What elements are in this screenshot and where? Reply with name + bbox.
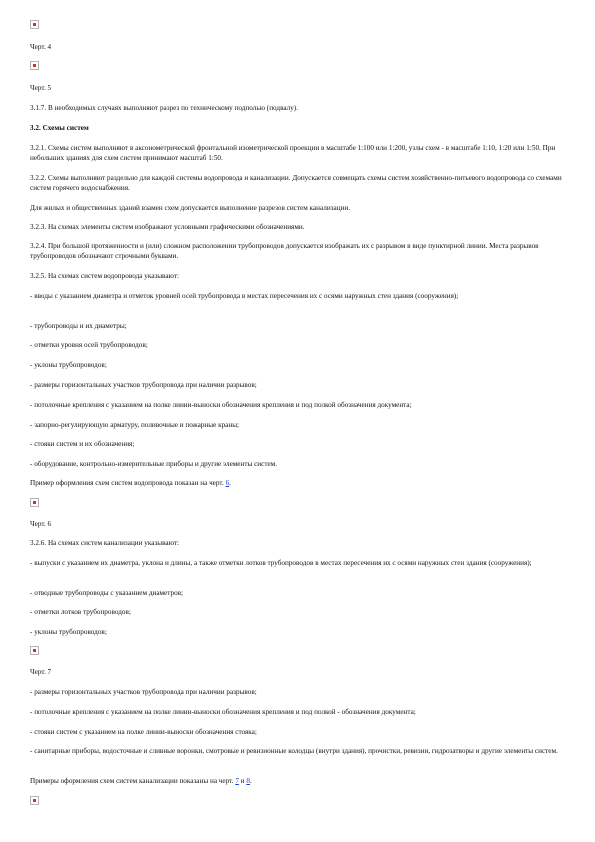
example-end: . — [249, 777, 252, 785]
example-text: Пример оформления схем систем водопровода показан на черт. — [30, 479, 226, 487]
figure-caption: Черт. 5 — [30, 84, 52, 92]
broken-image-icon — [30, 646, 39, 655]
list-item: - отметки уровня осей трубопроводов; — [30, 341, 148, 349]
chert-8-link[interactable]: 8 — [246, 777, 250, 785]
example-paragraph — [30, 776, 565, 786]
list-item: - отметки лотков трубопроводов; — [30, 608, 131, 616]
broken-image-icon — [30, 20, 39, 29]
broken-image-icon — [30, 796, 39, 805]
list-item: - стояки систем с указанием на полке линии-выноски обозначения стояка; — [30, 728, 257, 736]
paragraph: 3.2.2. Схемы выполняют раздельно для каждой системы водопровода и канализации. Допускается совмещать схемы систем хозяйственно-питьевого водопровода со схемами систем горячего водоснабжения. — [30, 174, 562, 192]
paragraph: 3.2.3. На схемах элементы систем изображают условными графическими обозначениями. — [30, 223, 305, 231]
list-item: - уклоны трубопроводов; — [30, 361, 107, 369]
figure-caption: Черт. 4 — [30, 43, 52, 51]
list-item: - выпуски с указанием их диаметра, уклона и длины, а также отметки лотков трубопроводов в местах пересечения их с осями наружных стен здания (сооружения); — [30, 559, 532, 567]
list-item: - потолочные крепления с указанием на полке линии-выноски обозначения крепления и под полкой - обозначения документа; — [30, 708, 416, 716]
list-item: - отводные трубопроводы с указанием диаметров; — [30, 589, 184, 597]
list-item: - уклоны трубопроводов; — [30, 628, 107, 636]
list-item: - оборудование, контрольно-измерительные приборы и другие элементы систем. — [30, 460, 278, 468]
paragraph: 3.2.6. На схемах систем канализации указывают: — [30, 539, 180, 547]
list-item: - размеры горизонтальных участков трубопровода при наличии разрывов; — [30, 688, 257, 696]
paragraph: 3.2.1. Схемы систем выполняют в аксонометрической фронтальной изометрической проекции в масштабе 1:100 или 1:200, узлы схем - в масштабе 1:10, 1:20 или 1:50. При небольших зданиях для схем систем принимают масштаб 1:50. — [30, 144, 556, 162]
example-end: . — [229, 479, 231, 487]
chert-7-link[interactable]: 7 — [235, 777, 239, 785]
list-item: - размеры горизонтальных участков трубопровода при наличии разрывов; — [30, 381, 257, 389]
list-item: - запорно-регулирующую арматуру, поливочные и пожарные краны; — [30, 421, 240, 429]
list-item: - вводы с указанием диаметра и отметок уровней осей трубопровода в местах пересечения их с осями наружных стен здания (сооружения); — [30, 292, 459, 300]
paragraph: Для жилых и общественных зданий взамен схем допускается выполнение разрезов систем канализации. — [30, 204, 351, 212]
list-item: - санитарные приборы, водосточные и сливные воронки, смотровые и ревизионные колодцы (внутри здания), прочистки, ревизии, гидрозатворы и другие элементы систем. — [30, 747, 558, 755]
example-paragraph — [30, 478, 565, 488]
figure-caption: Черт. 7 — [30, 668, 52, 676]
section-heading: 3.2. Схемы систем — [30, 124, 89, 132]
paragraph: 3.1.7. В необходимых случаях выполняют разрез по техническому подполью (подвалу). — [30, 104, 299, 112]
broken-image-icon — [30, 61, 39, 70]
list-item: - потолочные крепления с указанием на полке линии-выноски обозначения крепления и под полкой обозначения документа; — [30, 401, 412, 409]
broken-image-icon — [30, 498, 39, 507]
paragraph: 3.2.5. На схемах систем водопровода указывают: — [30, 272, 179, 280]
list-item: - трубопроводы и их диаметры; — [30, 322, 127, 330]
example-text: Примеры оформления схем систем канализации показаны на черт. — [30, 777, 236, 785]
figure-caption: Черт. 6 — [30, 520, 52, 528]
example-conj: и — [238, 777, 247, 785]
chert-6-link[interactable]: 6 — [225, 479, 230, 487]
paragraph: 3.2.4. При большой протяженности и (или) сложном расположении трубопроводов допускается изображать их с разрывом в виде пунктирной линии. Места разрывов трубопроводов обозначают строчными буквами. — [30, 242, 539, 260]
list-item: - стояки систем и их обозначения; — [30, 440, 135, 448]
